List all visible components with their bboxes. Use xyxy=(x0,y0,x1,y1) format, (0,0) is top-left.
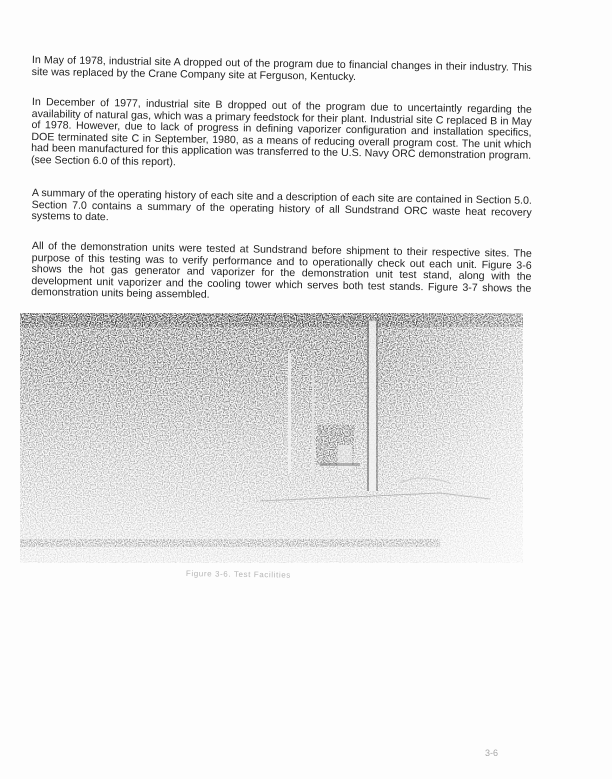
paragraph-site-a: In May of 1978, industrial site A dropped out of the program due to financial changes in their industry. This site was replaced by the Crane Company site at Ferguson, Kentucky. xyxy=(31,54,532,83)
page-number: 3-6 xyxy=(485,748,499,758)
figure-caption: Figure 3-6. Test Facilities xyxy=(185,569,291,580)
paragraph-summary: A summary of the operating history of each site and a description of each site are contained in Section 5.0. Section 7.0 contains a summary of the operating history of all Sundstrand ORC waste heat recovery systems to date. xyxy=(31,187,532,224)
paragraph-site-b-c: In December of 1977, industrial site B dropped out of the program due to uncertaintly regarding the availability of natural gas, which was a primary feedstock for their plant. Industrial site C replaced B in May of 1978. However, due to lack of progress in defining vaporizer configuration and installation specifics, DOE terminated site C in September, 1980, as a means of reducing overall program cost. The unit which had been manufactured for this application was transferred to the U.S. Navy ORC demonstration program. (see Section 6.0 of this report). xyxy=(30,96,532,169)
paragraph-testing: All of the demonstration units were tested at Sundstrand before shipment to their respective sites. The purpose of this testing was to verify performance and to operationally check out each unit. Figure 3-6 shows the hot gas generator and vaporizer for the demonstration unit test stand, along with the development unit vaporizer and the cooling tower which serves both test stands. Figure 3-7 shows the demonstration units being assembled. xyxy=(31,240,532,302)
test-facilities-photo xyxy=(20,313,523,563)
